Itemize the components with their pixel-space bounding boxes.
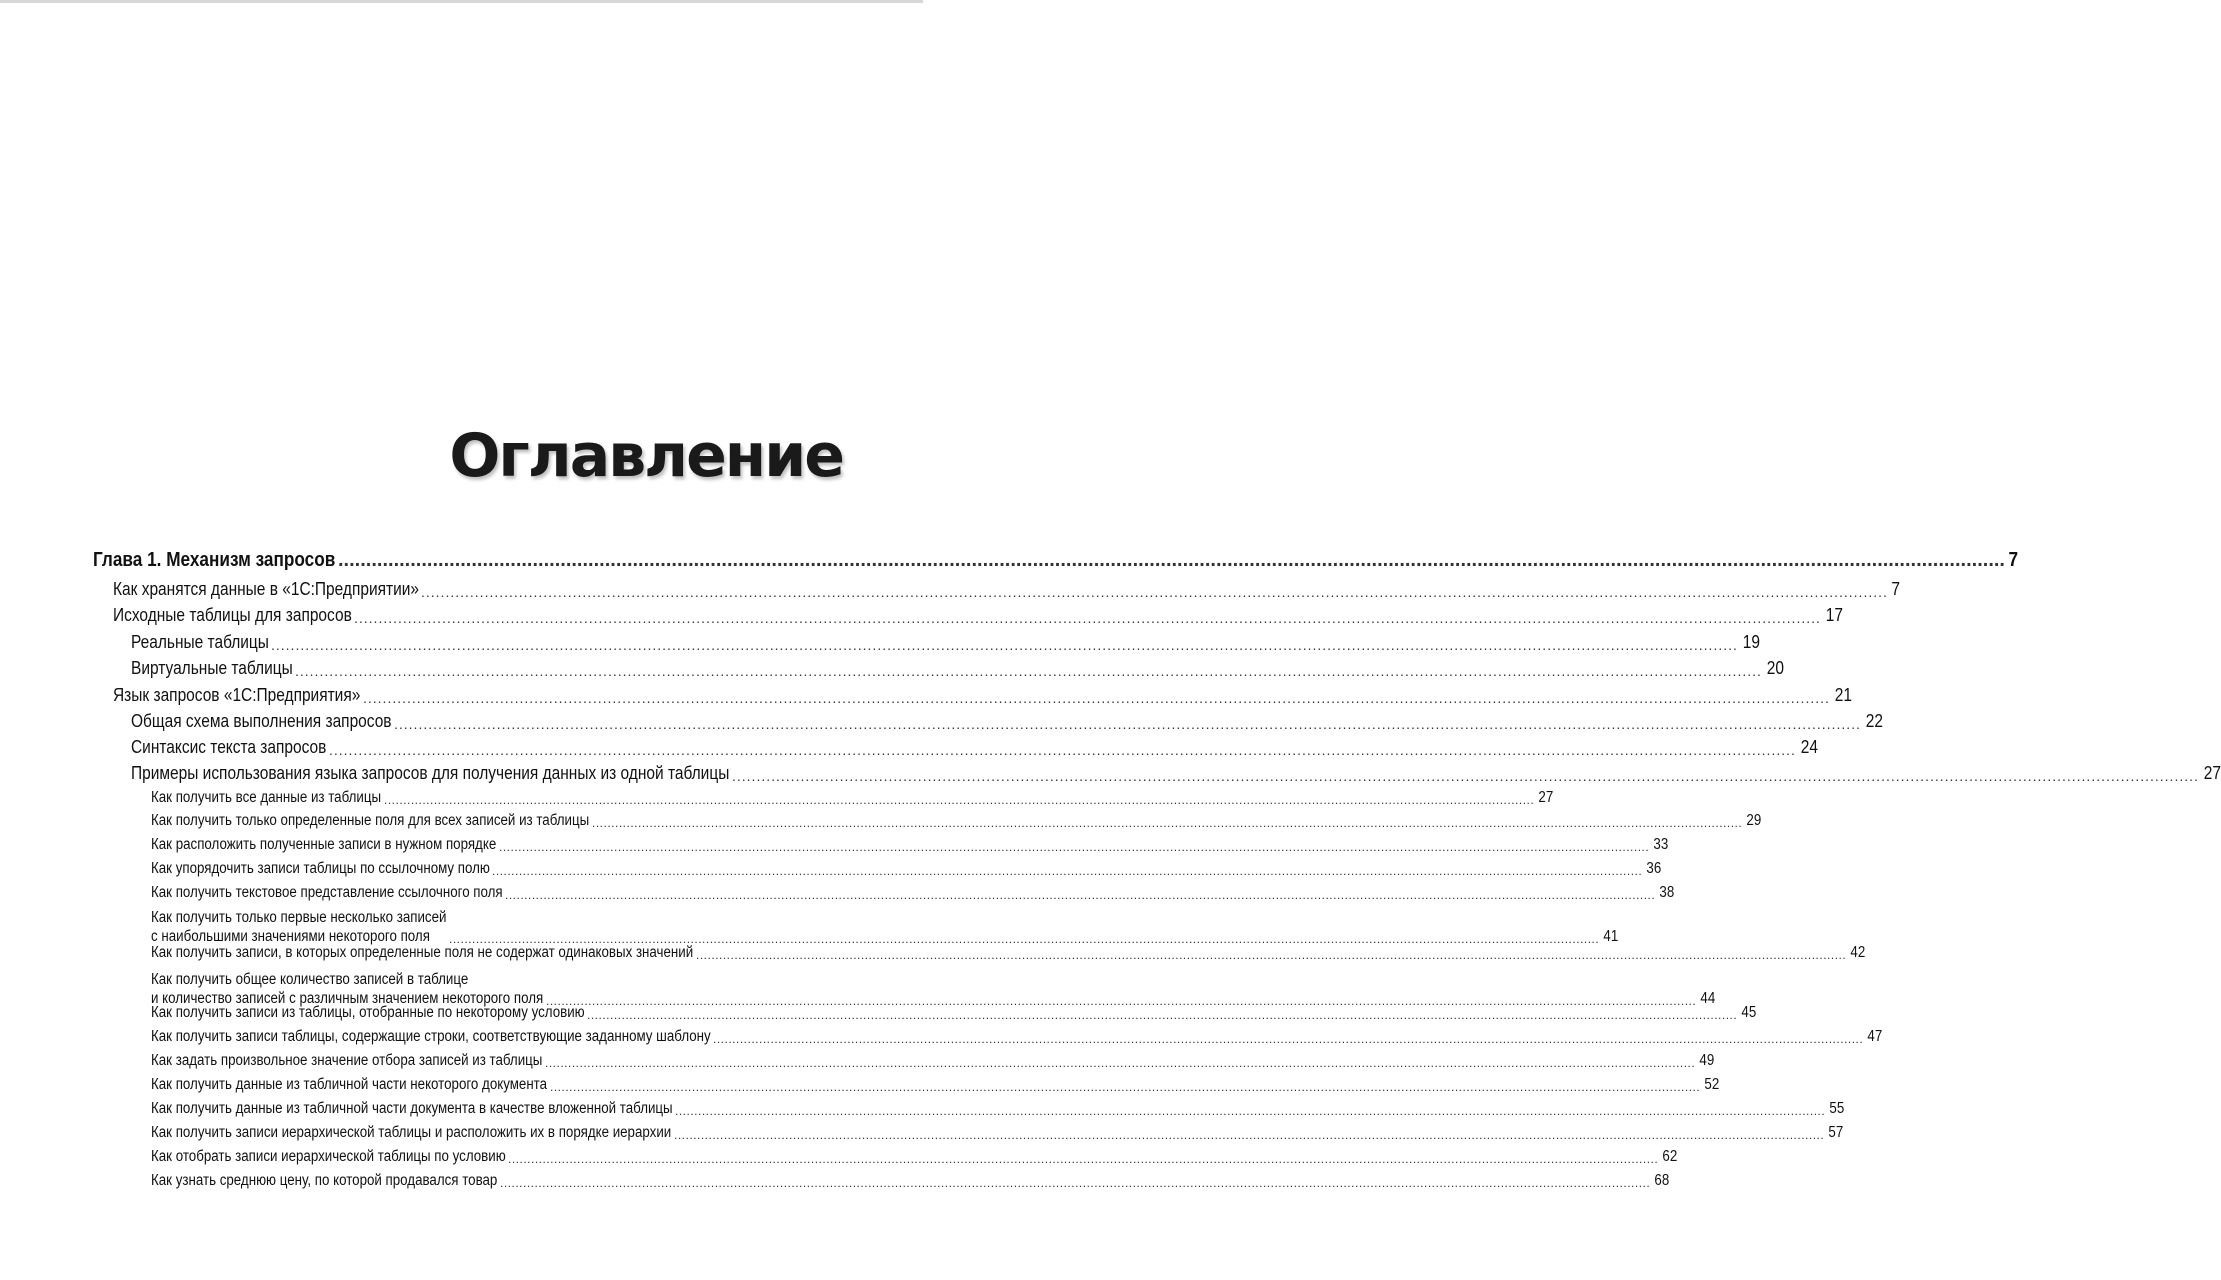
toc-entry[interactable] <box>113 602 1843 626</box>
toc-entry-title <box>131 737 327 758</box>
toc-entry[interactable] <box>151 1146 1678 1166</box>
dot-leader: ............................................................................................................................................................................................................................................................................................................ <box>329 742 1796 758</box>
toc-entry-title <box>151 1172 498 1190</box>
toc-entry-title <box>151 789 382 807</box>
dot-leader: ............................................................................................................................................................................................................................................................................................................ <box>338 549 2005 571</box>
dot-leader: ............................................................................................................................................................................................................................................................................................................ <box>545 1056 1696 1070</box>
toc-entry[interactable] <box>131 760 2221 784</box>
toc-entry-title-text: Общая схема выполнения запросов <box>131 711 392 731</box>
toc-entry-title <box>151 860 490 878</box>
toc-entry-title-text: Как отобрать записи иерархической таблицы по условию <box>151 1148 506 1165</box>
toc-entry-title-text: Виртуальные таблицы <box>131 658 293 678</box>
toc-entry-title-text: Как получить данные из табличной части документа в качестве вложенной таблицы <box>151 1100 673 1117</box>
toc-entry-title-text: Как расположить полученные записи в нужном порядке <box>151 836 497 853</box>
toc-page-number: 68 <box>1654 1172 1670 1189</box>
toc-entry-title <box>131 763 730 784</box>
toc-entry-title <box>151 1052 543 1070</box>
toc-entry-title-text: Как упорядочить записи таблицы по ссылочному полю <box>151 860 490 877</box>
toc-entry[interactable] <box>151 810 1762 830</box>
toc-entry-title <box>151 884 503 902</box>
toc-entry[interactable] <box>151 1026 1883 1046</box>
toc-entry-title-text: Как получить записи из таблицы, отобранные по некоторому условию <box>151 1004 585 1021</box>
dot-leader: ............................................................................................................................................................................................................................................................................................................ <box>675 1104 1826 1118</box>
dot-leader: ............................................................................................................................................................................................................................................................................................................ <box>713 1032 1864 1046</box>
toc-page-number: 21 <box>1834 685 1852 705</box>
toc-entry-title <box>151 1028 711 1046</box>
dot-leader: ............................................................................................................................................................................................................................................................................................................ <box>505 888 1656 902</box>
toc-entry-title <box>113 579 419 600</box>
toc-entry-title-text: Как хранятся данные в «1С:Предприятии» <box>113 579 419 599</box>
toc-entry-title-text: Как получить текстовое представление ссылочного поля <box>151 884 503 901</box>
toc-entry[interactable] <box>151 1002 1757 1022</box>
toc-entry[interactable] <box>131 708 1883 732</box>
toc-page-number: 27 <box>2203 763 2221 783</box>
toc-page-number: 36 <box>1646 860 1662 877</box>
toc-entry-title-text: с наибольшими значениями некоторого поля <box>151 928 430 945</box>
dot-leader: ............................................................................................................................................................................................................................................................................................................ <box>592 816 1743 830</box>
toc-entry-title-text: Синтаксис текста запросов <box>131 737 327 757</box>
toc-page-number: 47 <box>1867 1028 1883 1045</box>
toc-entry-title <box>113 685 361 706</box>
toc-entry-title-line1: Как получить только первые несколько записей <box>151 909 447 926</box>
toc-entry[interactable] <box>131 655 1784 679</box>
toc-entry-title-text: Примеры использования языка запросов для получения данных из одной таблицы <box>131 763 730 783</box>
toc-entry-title <box>151 1100 673 1118</box>
dot-leader: ............................................................................................................................................................................................................................................................................................................ <box>295 663 1762 679</box>
toc-page-number: 22 <box>1865 711 1883 731</box>
toc-page-number: 20 <box>1766 658 1784 678</box>
toc-entry-title-text: Как получить записи, в которых определенные поля не содержат одинаковых значений <box>151 944 694 961</box>
toc-entry-title-text: Исходные таблицы для запросов <box>113 605 352 625</box>
toc-entry-title <box>151 1148 506 1166</box>
toc-entry[interactable] <box>151 787 1554 807</box>
toc-entry[interactable] <box>151 834 1669 854</box>
dot-leader: ............................................................................................................................................................................................................................................................................................................ <box>449 932 1600 946</box>
toc-entry[interactable] <box>151 1098 1845 1118</box>
toc-page-number: 55 <box>1829 1100 1845 1117</box>
toc-entry-title <box>151 836 497 854</box>
toc-entry-title <box>151 1004 585 1022</box>
dot-leader: ............................................................................................................................................................................................................................................................................................................ <box>421 584 1888 600</box>
toc-entry-title-text: Как получить все данные из таблицы <box>151 789 382 806</box>
toc-page-number: 33 <box>1653 836 1669 853</box>
dot-leader: ............................................................................................................................................................................................................................................................................................................ <box>384 793 1535 807</box>
toc-entry[interactable] <box>131 629 1760 653</box>
toc-entry-title-text: Как получить записи иерархической таблицы и расположить их в порядке иерархии <box>151 1124 672 1141</box>
toc-entry-title-text: Как задать произвольное значение отбора записей из таблицы <box>151 1052 543 1069</box>
toc-page-number: 7 <box>1891 579 1900 599</box>
toc-entry-title <box>151 907 447 946</box>
toc-entry-title-text: Как узнать среднюю цену, по которой продавался товар <box>151 1172 498 1189</box>
toc-entry-title-text: Язык запросов «1С:Предприятия» <box>113 685 361 705</box>
toc-entry-title <box>151 1076 548 1094</box>
toc-entry[interactable] <box>151 1074 1720 1094</box>
toc-entry[interactable] <box>151 1050 1715 1070</box>
toc-entry[interactable] <box>131 734 1818 758</box>
toc-page-number: 62 <box>1662 1148 1678 1165</box>
toc-page-number: 52 <box>1704 1076 1720 1093</box>
toc-entry-title <box>151 812 590 830</box>
dot-leader: ............................................................................................................................................................................................................................................................................................................ <box>587 1008 1738 1022</box>
dot-leader: ............................................................................................................................................................................................................................................................................................................ <box>508 1152 1659 1166</box>
toc-entry[interactable] <box>93 546 2019 572</box>
toc-page-number: 38 <box>1659 884 1675 901</box>
dot-leader: ............................................................................................................................................................................................................................................................................................................ <box>546 994 1697 1008</box>
toc-entry[interactable] <box>151 942 1866 962</box>
toc-entry-title <box>113 605 352 626</box>
toc-page-number: 24 <box>1800 737 1818 757</box>
toc-entry[interactable] <box>151 1170 1670 1190</box>
page-title: Оглавление <box>449 421 843 491</box>
toc-entry[interactable] <box>151 904 1619 946</box>
toc-page-number: 49 <box>1699 1052 1715 1069</box>
toc-page-number: 41 <box>1603 928 1619 945</box>
toc-page-number: 57 <box>1828 1124 1844 1141</box>
toc-page-number: 19 <box>1742 632 1760 652</box>
toc-page-number: 7 <box>2008 549 2019 571</box>
toc-entry-title <box>131 658 293 679</box>
toc-entry-title-line1: Как получить общее количество записей в таблице <box>151 971 469 988</box>
toc-page-number: 44 <box>1700 990 1716 1007</box>
toc-entry-title-text: Как получить данные из табличной части некоторого документа <box>151 1076 548 1093</box>
dot-leader: ............................................................................................................................................................................................................................................................................................................ <box>732 768 2199 784</box>
top-border <box>0 0 923 3</box>
toc-entry-title <box>131 711 392 732</box>
dot-leader: ............................................................................................................................................................................................................................................................................................................ <box>492 864 1643 878</box>
toc-entry-title <box>151 944 694 962</box>
toc-page-number: 27 <box>1538 789 1554 806</box>
dot-leader: ............................................................................................................................................................................................................................................................................................................ <box>271 637 1738 653</box>
toc-page-number: 17 <box>1825 605 1843 625</box>
toc-entry-title-text: Как получить только определенные поля для всех записей из таблицы <box>151 812 590 829</box>
toc-page-number: 42 <box>1850 944 1866 961</box>
toc-entry[interactable] <box>113 576 1900 600</box>
toc-entry-title <box>93 549 336 572</box>
toc-page-number: 29 <box>1746 812 1762 829</box>
toc-entry-title-text: Реальные таблицы <box>131 632 269 652</box>
toc-entry-title-text: Глава 1. Механизм запросов <box>93 549 336 571</box>
dot-leader: ............................................................................................................................................................................................................................................................................................................ <box>500 1176 1651 1190</box>
dot-leader: ............................................................................................................................................................................................................................................................................................................ <box>394 716 1861 732</box>
toc-entry-title <box>131 632 269 653</box>
dot-leader: ............................................................................................................................................................................................................................................................................................................ <box>674 1128 1825 1142</box>
toc-entry[interactable] <box>113 682 1852 706</box>
toc-entry-title-text: и количество записей с различным значением некоторого поля <box>151 990 544 1007</box>
toc-entry-title <box>151 1124 672 1142</box>
toc-entry[interactable] <box>151 882 1675 902</box>
dot-leader: ............................................................................................................................................................................................................................................................................................................ <box>499 840 1650 854</box>
toc-entry[interactable] <box>151 1122 1844 1142</box>
dot-leader: ............................................................................................................................................................................................................................................................................................................ <box>363 690 1830 706</box>
toc-entry[interactable] <box>151 858 1662 878</box>
dot-leader: ............................................................................................................................................................................................................................................................................................................ <box>550 1080 1701 1094</box>
dot-leader: ............................................................................................................................................................................................................................................................................................................ <box>354 610 1821 626</box>
toc-page-number: 45 <box>1741 1004 1757 1021</box>
toc-entry-title-text: Как получить записи таблицы, содержащие строки, соответствующие заданному шаблону <box>151 1028 711 1045</box>
dot-leader: ............................................................................................................................................................................................................................................................................................................ <box>696 948 1847 962</box>
